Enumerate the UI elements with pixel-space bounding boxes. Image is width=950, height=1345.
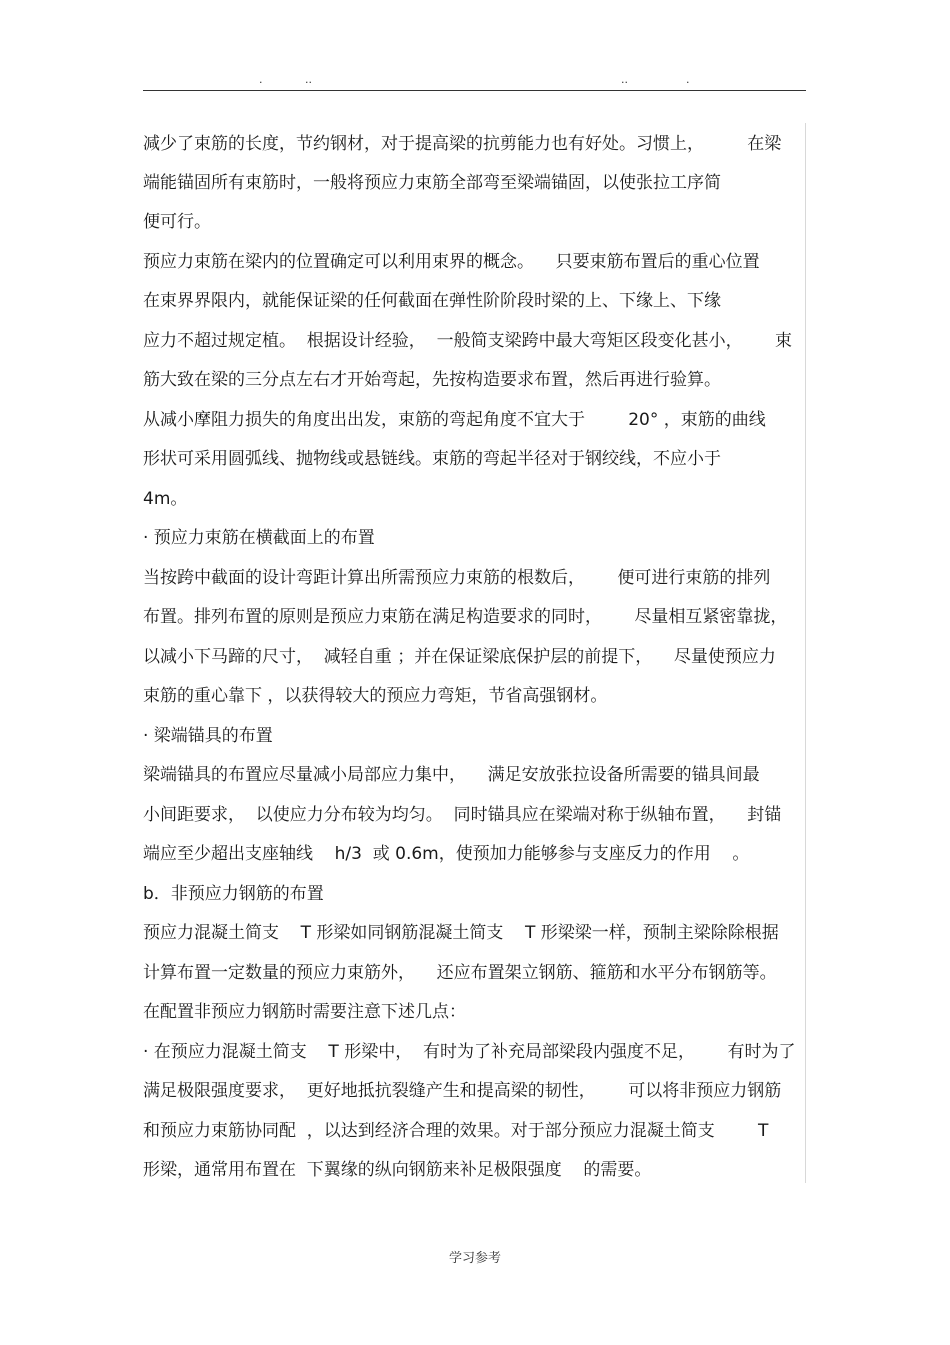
text-line: 小间距要求， 以使应力分布较为均匀。 同时锚具应在梁端对称于纵轴布置， 封锚: [143, 805, 782, 825]
header-dots: [0, 74, 950, 88]
text-line: 当按跨中截面的设计弯距计算出所需预应力束筋的根数后， 便可进行束筋的排列: [143, 568, 771, 588]
text-line: 束筋的重心靠下 ，以获得较大的预应力弯矩，节省高强钢材。: [143, 686, 608, 706]
text-line: 预应力混凝土简支 T 形梁如同钢筋混凝土简支 T 形梁梁一样，预制主梁除除根据: [143, 923, 779, 943]
section-heading: b．非预应力钢筋的布置: [143, 884, 324, 904]
page-footer: 学习参考: [448, 1251, 501, 1266]
header-dot: ..: [305, 73, 312, 86]
text-line: 形梁，通常用布置在 下翼缘的纵向钢筋来补足极限强度 的需要。: [143, 1160, 652, 1180]
text-line: 和预应力束筋协同配 ，以达到经济合理的效果。对于部分预应力混凝土简支 T: [143, 1121, 769, 1141]
text-line: 4m。: [143, 489, 188, 509]
text-line: 以减小下马蹄的尺寸， 减轻自重 ；并在保证梁底保护层的前提下， 尽量使预应力: [143, 647, 776, 667]
text-line: 便可行。: [143, 212, 211, 232]
header-rule: [143, 90, 806, 91]
text-line: 端能锚固所有束筋时，一般将预应力束筋全部弯至梁端锚固，以使张拉工序简: [143, 173, 721, 193]
text-line: 应力不超过规定植。 根据设计经验， 一般简支梁跨中最大弯矩区段变化甚小， 束: [143, 331, 793, 351]
text-line: 梁端锚具的布置应尽量减小局部应力集中， 满足安放张拉设备所需要的锚具间最: [143, 765, 760, 785]
text-line: 布置。排列布置的原则是预应力束筋在满足构造要求的同时， 尽量相互紧密靠拢，: [143, 607, 788, 627]
text-line: 在配置非预应力钢筋时需要注意下述几点：: [143, 1002, 466, 1022]
text-line: 在束界界限内，就能保证梁的任何截面在弹性阶阶段时梁的上、下缘上、下缘: [143, 291, 721, 311]
text-line: 减少了束筋的长度，节约钢材，对于提高梁的抗剪能力也有好处。习惯上， 在梁: [143, 134, 782, 154]
text-line: 满足极限强度要求， 更好地抵抗裂缝产生和提高梁的韧性， 可以将非预应力钢筋: [143, 1081, 782, 1101]
text-line: 从减小摩阻力损失的角度出出发，束筋的弯起角度不宜大于 20° ，束筋的曲线: [143, 410, 766, 430]
section-heading: · 预应力束筋在横截面上的布置: [143, 528, 375, 548]
text-line: 形状可采用圆弧线、抛物线或悬链线。束筋的弯起半径对于钢绞线，不应小于: [143, 449, 721, 469]
text-line: 计算布置一定数量的预应力束筋外， 还应布置架立钢筋、箍筋和水平分布钢筋等。: [143, 963, 777, 983]
text-line: 端应至少超出支座轴线 h/3 或 0.6m，使预加力能够参与支座反力的作用 。: [143, 844, 750, 864]
header-dot: .: [259, 73, 263, 86]
text-line: · 在预应力混凝土简支 T 形梁中， 有时为了补充局部梁段内强度不足， 有时为了: [143, 1042, 796, 1062]
header-dot: ..: [621, 73, 628, 86]
text-line: 预应力束筋在梁内的位置确定可以利用束界的概念。 只要束筋布置后的重心位置: [143, 252, 760, 272]
section-heading: · 梁端锚具的布置: [143, 726, 273, 746]
header-dot: .: [686, 73, 690, 86]
text-line: 筋大致在梁的三分点左右才开始弯起，先按构造要求布置，然后再进行验算。: [143, 370, 721, 390]
